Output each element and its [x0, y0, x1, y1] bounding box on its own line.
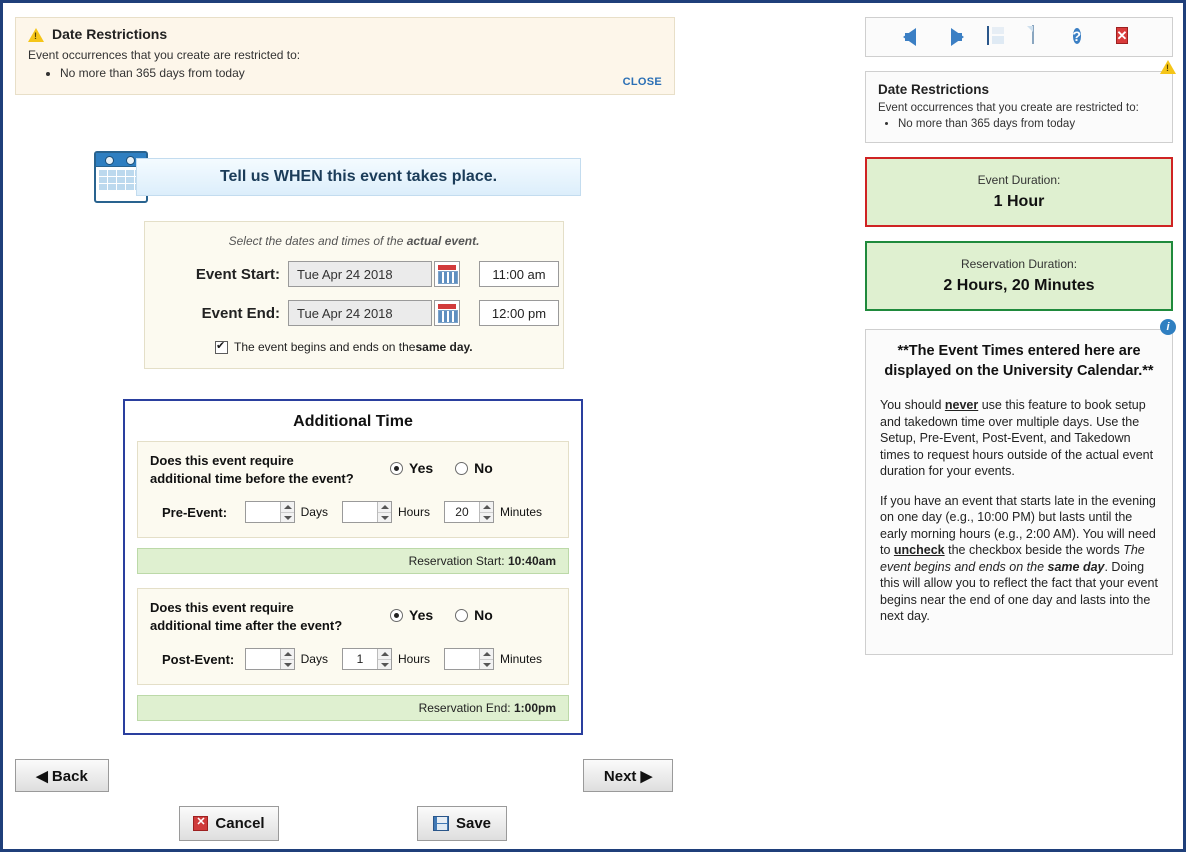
post-event-no-label: No	[474, 607, 493, 624]
reservation-start-bar	[137, 548, 569, 574]
info-p2-underline: uncheck	[893, 543, 945, 558]
post-event-hours-input[interactable]	[343, 649, 377, 669]
save-button-label: Save	[455, 815, 492, 832]
toolbar	[865, 17, 1173, 57]
side-restrictions-subtitle: Event occurrences that you create are restricted to:	[878, 102, 1139, 114]
pre-event-yes-radio[interactable]	[390, 462, 403, 475]
pre-event-no-radio[interactable]	[455, 462, 468, 475]
post-event-minutes-stepper[interactable]	[444, 648, 494, 670]
info-p2-part-b: the checkbox beside the words	[944, 543, 1124, 558]
cancel-button[interactable]	[179, 806, 279, 841]
banner-close-link[interactable]: CLOSE	[622, 76, 662, 88]
same-day-checkbox[interactable]	[215, 341, 228, 354]
back-arrow-icon[interactable]	[901, 26, 923, 48]
reservation-end-bar	[137, 695, 569, 721]
post-event-fields	[150, 648, 556, 670]
pre-event-question-line2: additional time before the event?	[150, 470, 354, 486]
additional-time-title: Additional Time	[293, 413, 413, 430]
event-start-label: Event Start:	[195, 265, 280, 283]
pre-event-yes-label: Yes	[409, 460, 434, 476]
post-event-question-line2: additional time after the event?	[150, 617, 343, 633]
cancel-button-label: Cancel	[215, 815, 265, 832]
reservation-duration-box	[865, 241, 1173, 311]
list-item: • No more than 365 days from today	[60, 66, 664, 80]
same-day-row	[145, 340, 563, 354]
main-form-column	[11, 11, 861, 847]
side-panel	[865, 17, 1173, 655]
date-restrictions-banner	[15, 17, 675, 95]
event-end-label: Event End:	[201, 304, 280, 322]
event-start-calendar-icon[interactable]	[434, 261, 460, 287]
dates-hint	[145, 234, 563, 248]
info-p1-part-b: use this feature to book setup and takedown time over multiple days. Use the Setup, Pre-Event, Post-Event, and Takedown times to request hours outside of the actual event duration for your events.	[880, 398, 1154, 479]
dates-hint-prefix: Select the dates and times of the	[228, 234, 407, 248]
post-event-yes-radio[interactable]	[390, 609, 403, 622]
back-button[interactable]: ◀ Back	[15, 759, 109, 792]
event-duration-box	[865, 157, 1173, 227]
event-start-date-input[interactable]: Tue Apr 24 2018	[288, 261, 432, 287]
post-event-field-label: Post-Event:	[162, 651, 235, 667]
dates-hint-bold: actual event.	[406, 234, 480, 248]
pre-event-question-line1: Does this event require	[150, 453, 294, 468]
pre-event-days-stepper[interactable]	[245, 501, 295, 523]
forward-arrow-icon[interactable]	[944, 26, 966, 48]
info-p2-part-c: . Doing this will allow you to reflect the fact that your event begins near the end of one day and lasts into the next day.	[880, 559, 1158, 624]
event-start-time-input[interactable]: 11:00 am	[479, 261, 559, 287]
info-title: **The Event Times entered here are displayed on the University Calendar.**	[884, 343, 1154, 379]
info-icon: i	[1160, 319, 1176, 335]
warning-triangle-icon	[28, 28, 44, 42]
pre-event-question	[150, 452, 390, 487]
event-duration-value: 1 Hour	[993, 193, 1045, 210]
event-end-row	[145, 300, 563, 326]
post-event-section	[137, 588, 569, 685]
reservation-duration-value: 2 Hours, 20 Minutes	[943, 277, 1095, 294]
help-icon[interactable]: ?	[1072, 28, 1082, 44]
info-p2-italic: The event begins and ends on the	[880, 543, 1145, 574]
reservation-duration-caption: Reservation Duration:	[960, 257, 1078, 271]
event-end-calendar-icon[interactable]	[434, 300, 460, 326]
info-p1-underline: never	[944, 398, 979, 413]
post-event-days-unit: Days	[300, 652, 328, 667]
event-start-row	[145, 261, 563, 287]
event-end-date-input[interactable]: Tue Apr 24 2018	[288, 300, 432, 326]
list-item: • No more than 365 days from today	[898, 118, 1160, 130]
post-event-hours-stepper[interactable]	[342, 648, 392, 670]
page-icon[interactable]	[1030, 26, 1052, 48]
reservation-end-value: 1:00pm	[513, 701, 556, 716]
side-restrictions-list	[878, 118, 1160, 130]
cancel-icon	[193, 816, 208, 831]
post-event-minutes-unit: Minutes	[499, 652, 542, 667]
post-event-hours-unit: Hours	[397, 652, 430, 667]
pre-event-days-input[interactable]	[246, 502, 280, 522]
pre-event-minutes-input[interactable]	[445, 502, 479, 522]
reservation-start-label: Reservation Start:	[408, 554, 505, 569]
pre-event-radio-group	[390, 460, 515, 476]
event-end-time-input[interactable]: 12:00 pm	[479, 300, 559, 326]
post-event-days-stepper[interactable]	[245, 648, 295, 670]
pre-event-days-unit: Days	[300, 505, 328, 520]
pre-event-no-label: No	[474, 460, 493, 476]
info-paragraph-2	[880, 493, 1158, 625]
reservation-end-label: Reservation End:	[418, 701, 511, 716]
info-p2-italic-bold: same day	[1047, 559, 1105, 574]
save-icon	[433, 816, 449, 831]
next-button[interactable]: Next ▶	[583, 759, 673, 792]
post-event-days-input[interactable]	[246, 649, 280, 669]
pre-event-minutes-stepper[interactable]	[444, 501, 494, 523]
post-event-radio-group	[390, 607, 515, 623]
banner-rule-list	[26, 66, 664, 80]
save-button[interactable]	[417, 806, 507, 841]
event-duration-caption: Event Duration:	[977, 173, 1061, 187]
post-event-minutes-input[interactable]	[445, 649, 479, 669]
additional-time-panel	[123, 399, 583, 735]
info-p2-part-a: If you have an event that starts late in the evening on one day (e.g., 10:00 PM) but lasts until the early morning hours (e.g., 2:00 AM). You will need to	[880, 493, 1156, 558]
pre-event-fields	[150, 501, 556, 523]
post-event-question	[150, 599, 390, 634]
pre-event-minutes-unit: Minutes	[499, 505, 542, 520]
section-header	[136, 158, 581, 196]
info-paragraph-1	[880, 397, 1158, 480]
post-event-question-line1: Does this event require	[150, 600, 294, 616]
info-panel	[865, 321, 1173, 655]
side-restrictions-title: Date Restrictions	[878, 82, 990, 97]
close-icon[interactable]: ✕	[1116, 28, 1128, 43]
pre-event-section	[137, 441, 569, 538]
pre-event-field-label: Pre-Event:	[162, 504, 228, 520]
info-p1-part-a: You should	[880, 398, 945, 413]
section-header-title: Tell us WHEN this event takes place.	[219, 168, 498, 185]
side-date-restrictions	[865, 71, 1173, 143]
post-event-yes-label: Yes	[409, 607, 434, 624]
post-event-no-radio[interactable]	[455, 609, 468, 622]
pre-event-hours-input[interactable]	[343, 502, 377, 522]
warning-triangle-icon	[1160, 60, 1176, 74]
pre-event-hours-unit: Hours	[397, 505, 430, 520]
same-day-label-bold: same day.	[415, 340, 473, 354]
banner-title: Date Restrictions	[52, 26, 168, 42]
event-dates-panel	[144, 221, 564, 369]
same-day-label: The event begins and ends on the	[234, 340, 416, 354]
banner-subtitle: Event occurrences that you create are restricted to:	[28, 48, 301, 62]
pre-event-hours-stepper[interactable]	[342, 501, 392, 523]
reservation-start-value: 10:40am	[507, 554, 556, 569]
save-icon[interactable]	[987, 26, 1009, 48]
